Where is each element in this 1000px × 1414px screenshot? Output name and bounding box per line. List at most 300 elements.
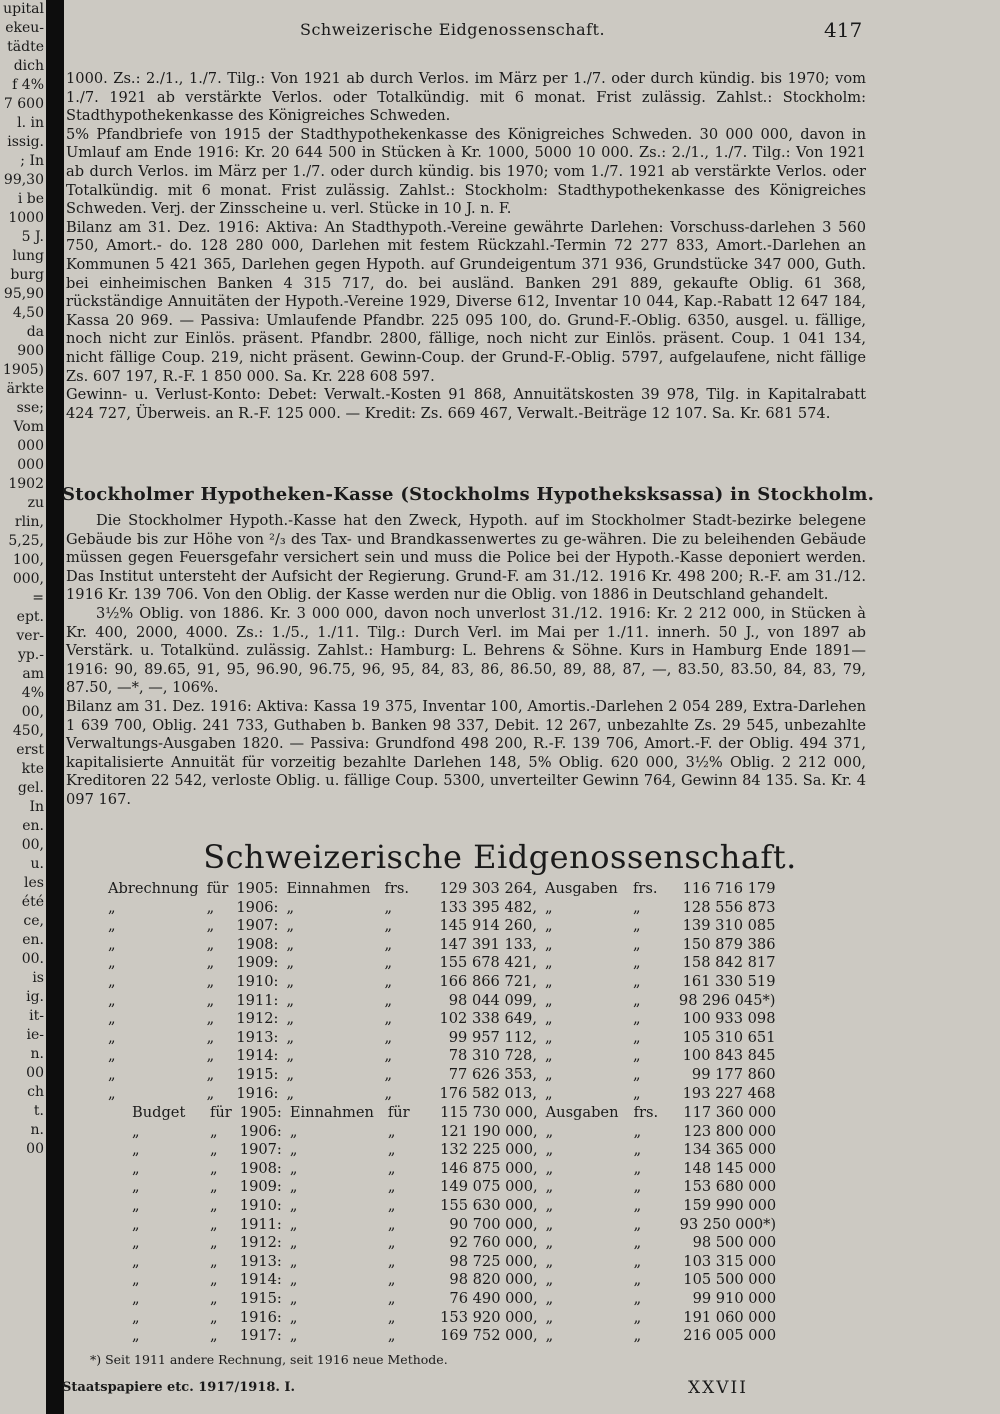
table-cell-ausval: 139 310 085 bbox=[682, 917, 776, 935]
paragraph: 5% Pfandbriefe von 1915 der Stadthypothekenkasse des Königreiches Schweden. 30 000 000, davon in Umlauf am Ende 1916: Kr. 20 644 500 in Stücken à Kr. 1000, 5000 10 000. Zs.: 2./1., 1./7. Tilg.: Von 1921 ab durch Verlos. im März per 1./7. oder durch kündig. bis 1970; vom 1./7. 1921 ab verstärkte Verlos. oder Totalkündig. mit 6 monat. Frist zulässig. Zahlst.: Stockholm: Stadthypothekenkasse des Königreiches Schweden. Verj. der Zinsscheine u. verl. Stücke in 10 J. n. F. bbox=[66, 125, 866, 218]
table-cell-einval: 92 760 000, bbox=[449, 1234, 538, 1252]
table-cell-ein: „ bbox=[286, 917, 295, 935]
table-row bbox=[104, 1047, 779, 1066]
bleed-line: ie- bbox=[26, 1027, 44, 1043]
table-cell-fuer: „ bbox=[210, 1215, 218, 1233]
table-cell-einval: 76 490 000, bbox=[449, 1289, 538, 1307]
bleed-line: 1902 bbox=[8, 476, 44, 492]
bleed-line: 000 bbox=[17, 457, 44, 473]
bleed-line: ; In bbox=[20, 153, 44, 169]
table-cell-fuer: „ bbox=[206, 991, 215, 1009]
table-cell-aus: „ bbox=[545, 1141, 554, 1159]
table-cell-cur: „ bbox=[384, 935, 393, 953]
table-cell-einval: 155 630 000, bbox=[440, 1196, 538, 1214]
paragraph: Bilanz am 31. Dez. 1916: Aktiva: Kassa 19 375, Inventar 100, Amortis.-Darlehen 2 054 289, Extra-Darlehen 1 639 700, Oblig. 241 733, Guthaben b. Banken 98 337, Debit. 12 267, unbezahlte Zs. 29 545, unbezahlte Verwaltungs-Ausgaben 1820. — Passiva: Grundfond 498 200, R.-F. 139 706, Amort.-F. der Oblig. 494 371, kapitalisierte Annuität für vorzeitig bezahlte Darlehen 148, 5% Oblig. 620 000, 3½% Oblig. 2 212 000, Kreditoren 22 542, verloste Oblig. u. fällige Coup. 5300, unverteilter Gewinn 764, Gewinn 84 135. Sa. Kr. 4 097 167. bbox=[66, 697, 866, 808]
table-cell-cur: „ bbox=[384, 1047, 393, 1065]
bleed-line: dich bbox=[13, 58, 44, 74]
table-cell-fuer: „ bbox=[210, 1289, 218, 1307]
table-cell-cur: „ bbox=[384, 954, 393, 972]
table-cell-cur: „ bbox=[387, 1252, 396, 1270]
table-cell-ausval: 103 315 000 bbox=[683, 1252, 777, 1270]
table-cell-year: 1913: bbox=[239, 1252, 282, 1270]
bleed-line: lung bbox=[12, 248, 44, 264]
table-row bbox=[104, 992, 779, 1011]
main-title: Schweizerische Eidgenossenschaft. bbox=[203, 838, 797, 876]
table-cell-ein: „ bbox=[286, 935, 295, 953]
table-cell-year: 1916: bbox=[236, 1084, 279, 1102]
table-cell-year: 1915: bbox=[236, 1065, 279, 1083]
table-cell-ein: „ bbox=[289, 1308, 298, 1326]
bleed-line: erst bbox=[16, 742, 44, 758]
table-cell-label: „ bbox=[108, 991, 116, 1009]
table-cell-fuer: für bbox=[206, 880, 229, 897]
table-cell-fuer: „ bbox=[210, 1234, 218, 1252]
table-cell-einval: 98 044 099, bbox=[448, 991, 537, 1009]
bleed-line: da bbox=[26, 324, 44, 340]
table-cell-einval: 99 957 112, bbox=[448, 1028, 537, 1046]
bleed-line: ept. bbox=[16, 609, 44, 625]
table-row bbox=[104, 880, 779, 899]
table-row bbox=[128, 1104, 780, 1123]
table-cell-year: 1906: bbox=[236, 898, 279, 916]
abrechnung-table bbox=[104, 880, 779, 1103]
table-cell-label: Abrechnung bbox=[108, 880, 199, 897]
paragraph: 1000. Zs.: 2./1., 1./7. Tilg.: Von 1921 ab durch Verlos. im März per 1./7. oder durch kündig. bis 1970; vom 1./7. 1921 ab verstärkte Verlos. oder Totalkündig. mit 6 monat. Frist zulässig. Zahlst.: Stockholm: Stadthypothekenkasse des Königreiches Schweden. bbox=[66, 70, 866, 125]
table-cell-ausval: 123 800 000 bbox=[683, 1122, 777, 1140]
table-cell-label: „ bbox=[108, 1084, 116, 1102]
table-row bbox=[128, 1216, 780, 1235]
bleed-line: 1905) bbox=[2, 362, 44, 378]
bleed-line: i be bbox=[17, 191, 44, 207]
table-row bbox=[128, 1309, 780, 1328]
page-number: 417 bbox=[824, 18, 863, 42]
table-cell-label: „ bbox=[108, 972, 116, 990]
table-cell-year: 1912: bbox=[236, 1010, 279, 1028]
bleed-line: été bbox=[21, 894, 44, 910]
table-cell-einval: 145 914 260, bbox=[439, 917, 537, 935]
bleed-line: ärkte bbox=[6, 381, 44, 397]
table-row bbox=[128, 1234, 780, 1253]
stockholm-text-block bbox=[66, 512, 866, 810]
table-cell-year: 1905: bbox=[239, 1104, 282, 1121]
table-cell-ein: „ bbox=[286, 972, 295, 990]
paragraph: Bilanz am 31. Dez. 1916: Aktiva: An Stadthypoth.-Vereine gewährte Darlehen: Vorschuss-darlehen 3 560 750, Amort.- do. 128 280 000, Darlehen mit festem Rückzahl.-Termin 72 277 833, Amort.-Darlehen an Kommunen 5 421 365, Darlehen gegen Hypoth. auf Grundeigentum 371 936, Grundstücke 347 000, Guth. bei einheimischen Banken 4 315 717, do. bei ausländ. Banken 291 889, gekaufte Oblig. 61 368, rückständige Annuitäten der Hypoth.-Vereine 1929, Diverse 612, Inventar 10 044, Kap.-Rabatt 12 647 184, Kassa 20 969. — Passiva: Umlaufende Pfandbr. 225 095 100, do. Grund-F.-Oblig. 6350, ausgel. u. fällige, noch nicht zur Einlös. präsent. Pfandbr. 2800, fällige, noch nicht zur Einlös. präsent. Coup. 1 041 134, nicht fällige Coup. 219, nicht präsent. Gewinn-Coup. der Grund-F.-Oblig. 5797, aufgelaufene, nicht fällige Zs. 607 197, R.-F. 1 850 000. Sa. Kr. 228 608 597. bbox=[66, 218, 866, 385]
bleed-line: yp.- bbox=[17, 647, 44, 663]
bleed-line: 4,50 bbox=[12, 305, 44, 321]
table-cell-einval: 146 875 000, bbox=[440, 1159, 538, 1177]
table-cell-label: „ bbox=[132, 1196, 140, 1214]
table-row bbox=[128, 1160, 780, 1179]
table-cell-year: 1907: bbox=[236, 917, 279, 935]
table-cell-aus: „ bbox=[545, 1215, 554, 1233]
table-cell-ausval: 93 250 000*) bbox=[679, 1215, 777, 1233]
table-cell-cur2: „ bbox=[632, 1028, 641, 1046]
table-cell-ausval: 99 910 000 bbox=[692, 1289, 777, 1307]
bleed-line: is bbox=[32, 970, 44, 986]
bleed-line: In bbox=[29, 799, 44, 815]
table-cell-fuer: „ bbox=[210, 1196, 218, 1214]
table-cell-ausval: 158 842 817 bbox=[682, 954, 776, 972]
table-cell-year: 1910: bbox=[236, 972, 279, 990]
table-cell-aus: „ bbox=[544, 1010, 553, 1028]
bleed-line: Vom bbox=[13, 419, 44, 435]
table-cell-ein: Einnahmen bbox=[286, 880, 371, 897]
bleed-line: rlin, bbox=[14, 514, 44, 530]
table-cell-cur2: „ bbox=[632, 1047, 641, 1065]
table-cell-fuer: „ bbox=[206, 1065, 215, 1083]
budget-table bbox=[128, 1104, 780, 1346]
table-cell-fuer: „ bbox=[206, 935, 215, 953]
table-cell-cur2: „ bbox=[632, 898, 641, 916]
bleed-line: 5 J. bbox=[21, 229, 44, 245]
table-cell-cur2: „ bbox=[632, 935, 641, 953]
table-cell-ausval: 128 556 873 bbox=[682, 898, 776, 916]
table-row bbox=[128, 1253, 780, 1272]
table-cell-fuer: „ bbox=[210, 1178, 218, 1196]
table-cell-ein: „ bbox=[289, 1289, 298, 1307]
table-cell-ein: „ bbox=[289, 1122, 298, 1140]
bleed-line: 000 bbox=[17, 438, 44, 454]
table-cell-fuer: für bbox=[210, 1104, 232, 1121]
bleed-line: n. bbox=[30, 1122, 44, 1138]
table-cell-label: „ bbox=[108, 1047, 116, 1065]
table-cell-aus: „ bbox=[545, 1252, 554, 1270]
bleed-line: gel. bbox=[17, 780, 44, 796]
table-cell-einval: 153 920 000, bbox=[440, 1308, 538, 1326]
table-cell-aus: „ bbox=[545, 1271, 554, 1289]
bleed-line: u. bbox=[30, 856, 44, 872]
table-cell-aus: „ bbox=[545, 1234, 554, 1252]
table-cell-label: „ bbox=[108, 917, 116, 935]
table-cell-cur2: „ bbox=[632, 1084, 641, 1102]
table-cell-ein: „ bbox=[289, 1141, 298, 1159]
table-cell-cur2: „ bbox=[632, 1065, 641, 1083]
table-cell-ein: „ bbox=[286, 1065, 295, 1083]
table-cell-aus: Ausgaben bbox=[544, 880, 618, 897]
table-cell-einval: 129 303 264, bbox=[439, 880, 537, 897]
table-cell-label: „ bbox=[132, 1252, 140, 1270]
table-cell-einval: 176 582 013, bbox=[439, 1084, 537, 1102]
table-cell-ausval: 116 716 179 bbox=[682, 880, 776, 897]
bleed-line: 00, bbox=[21, 704, 44, 720]
bleed-line: 00 bbox=[26, 1065, 44, 1081]
table-cell-fuer: „ bbox=[206, 1028, 215, 1046]
table-cell-aus: „ bbox=[544, 898, 553, 916]
table-cell-einval: 121 190 000, bbox=[440, 1122, 538, 1140]
table-cell-cur: „ bbox=[387, 1289, 396, 1307]
table-cell-einval: 98 725 000, bbox=[449, 1252, 538, 1270]
table-cell-ein: „ bbox=[286, 954, 295, 972]
table-cell-cur2: „ bbox=[632, 991, 641, 1009]
table-row bbox=[128, 1271, 780, 1290]
bleed-line: 7 600 bbox=[3, 96, 44, 112]
running-head: Schweizerische Eidgenossenschaft. bbox=[300, 20, 606, 39]
table-cell-label: „ bbox=[132, 1122, 140, 1140]
table-cell-aus: „ bbox=[545, 1178, 554, 1196]
table-cell-fuer: „ bbox=[206, 1084, 215, 1102]
table-cell-year: 1905: bbox=[236, 880, 279, 897]
table-cell-cur2: „ bbox=[633, 1159, 642, 1177]
bleed-line: it- bbox=[29, 1008, 44, 1024]
table-cell-label: „ bbox=[108, 1028, 116, 1046]
table-cell-cur: „ bbox=[384, 917, 393, 935]
table-cell-ein: „ bbox=[289, 1234, 298, 1252]
page-binding-shadow bbox=[46, 0, 64, 1414]
bleed-line: 900 bbox=[17, 343, 44, 359]
table-cell-year: 1914: bbox=[239, 1271, 282, 1289]
table-cell-aus: „ bbox=[544, 1084, 553, 1102]
table-cell-einval: 90 700 000, bbox=[449, 1215, 538, 1233]
table-cell-cur: „ bbox=[387, 1159, 396, 1177]
table-cell-cur: „ bbox=[387, 1196, 396, 1214]
table-cell-cur2: „ bbox=[632, 1010, 641, 1028]
table-cell-ein: Einnahmen bbox=[289, 1104, 374, 1121]
table-cell-year: 1909: bbox=[239, 1178, 282, 1196]
table-cell-ausval: 105 310 651 bbox=[682, 1028, 776, 1046]
table-cell-cur: „ bbox=[387, 1122, 396, 1140]
table-cell-cur2: „ bbox=[633, 1289, 642, 1307]
table-cell-einval: 78 310 728, bbox=[448, 1047, 537, 1065]
table-cell-label: „ bbox=[132, 1178, 140, 1196]
table-cell-einval: 166 866 721, bbox=[439, 972, 537, 990]
table-cell-year: 1911: bbox=[236, 991, 279, 1009]
bleed-line: 100, bbox=[12, 552, 44, 568]
table-cell-fuer: „ bbox=[210, 1271, 218, 1289]
bleed-line: kte bbox=[21, 761, 44, 777]
table-cell-einval: 98 820 000, bbox=[449, 1271, 538, 1289]
abrechnung-table-wrap bbox=[104, 880, 779, 1103]
table-cell-ausval: 105 500 000 bbox=[683, 1271, 777, 1289]
bleed-line: sse; bbox=[16, 400, 44, 416]
bleed-line: l. in bbox=[17, 115, 44, 131]
table-cell-label: „ bbox=[132, 1308, 140, 1326]
table-cell-aus: „ bbox=[545, 1308, 554, 1326]
table-cell-ausval: 159 990 000 bbox=[683, 1196, 777, 1214]
table-cell-ein: „ bbox=[286, 1047, 295, 1065]
table-cell-ausval: 98 500 000 bbox=[692, 1234, 777, 1252]
table-cell-ein: „ bbox=[286, 898, 295, 916]
table-cell-cur2: „ bbox=[633, 1252, 642, 1270]
table-cell-aus: „ bbox=[544, 917, 553, 935]
table-cell-label: „ bbox=[132, 1289, 140, 1307]
section-title: Stockholmer Hypotheken-Kasse (Stockholms Hypotheksksassa) in Stockholm. bbox=[62, 484, 875, 505]
table-cell-fuer: „ bbox=[210, 1308, 218, 1326]
table-cell-einval: 169 752 000, bbox=[440, 1327, 538, 1345]
table-cell-einval: 133 395 482, bbox=[439, 898, 537, 916]
table-cell-ausval: 150 879 386 bbox=[682, 935, 776, 953]
table-cell-aus: „ bbox=[545, 1289, 554, 1307]
table-cell-label: „ bbox=[132, 1159, 140, 1177]
table-cell-label: „ bbox=[108, 1010, 116, 1028]
bleed-line: 00 bbox=[26, 1141, 44, 1157]
table-cell-ein: „ bbox=[286, 1028, 295, 1046]
bleed-line: 99,30 bbox=[3, 172, 44, 188]
table-cell-cur2: „ bbox=[633, 1122, 642, 1140]
table-cell-ausval: 193 227 468 bbox=[682, 1084, 776, 1102]
bleed-line: 000, bbox=[12, 571, 44, 587]
bleed-line: 5,25, bbox=[8, 533, 44, 549]
table-row bbox=[104, 1010, 779, 1029]
table-cell-cur: „ bbox=[384, 898, 393, 916]
bleed-line: 95,90 bbox=[3, 286, 44, 302]
table-row bbox=[104, 917, 779, 936]
table-cell-year: 1908: bbox=[239, 1159, 282, 1177]
bleed-line: ce, bbox=[23, 913, 44, 929]
table-cell-ausval: 99 177 860 bbox=[691, 1065, 776, 1083]
table-cell-cur2: „ bbox=[633, 1215, 642, 1233]
table-row bbox=[104, 1085, 779, 1104]
table-cell-year: 1912: bbox=[239, 1234, 282, 1252]
table-cell-label: „ bbox=[132, 1271, 140, 1289]
table-cell-cur: für bbox=[387, 1104, 410, 1121]
table-cell-cur: „ bbox=[387, 1308, 396, 1326]
table-cell-fuer: „ bbox=[206, 972, 215, 990]
table-cell-ein: „ bbox=[286, 1010, 295, 1028]
table-row bbox=[104, 954, 779, 973]
table-cell-cur2: frs. bbox=[632, 880, 658, 897]
table-cell-ausval: 216 005 000 bbox=[683, 1327, 777, 1345]
bleed-line: 4% bbox=[21, 685, 44, 701]
table-cell-einval: 147 391 133, bbox=[439, 935, 537, 953]
table-cell-cur: „ bbox=[384, 1084, 393, 1102]
table-cell-aus: „ bbox=[545, 1159, 554, 1177]
table-cell-label: Budget bbox=[132, 1104, 186, 1121]
table-cell-ein: „ bbox=[289, 1178, 298, 1196]
table-cell-einval: 132 225 000, bbox=[440, 1141, 538, 1159]
table-cell-aus: „ bbox=[545, 1122, 554, 1140]
table-cell-einval: 155 678 421, bbox=[439, 954, 537, 972]
table-cell-cur2: „ bbox=[633, 1178, 642, 1196]
bleed-line: les bbox=[24, 875, 44, 891]
table-cell-einval: 102 338 649, bbox=[439, 1010, 537, 1028]
table-cell-aus: „ bbox=[544, 1047, 553, 1065]
table-cell-cur: „ bbox=[384, 991, 393, 1009]
bleed-line: burg bbox=[10, 267, 44, 283]
table-cell-cur2: „ bbox=[633, 1234, 642, 1252]
table-cell-fuer: „ bbox=[210, 1159, 218, 1177]
table-cell-aus: „ bbox=[544, 972, 553, 990]
table-cell-cur2: „ bbox=[633, 1308, 642, 1326]
table-cell-label: „ bbox=[132, 1215, 140, 1233]
table-cell-ein: „ bbox=[289, 1271, 298, 1289]
table-cell-aus: „ bbox=[544, 1065, 553, 1083]
table-cell-cur: „ bbox=[387, 1215, 396, 1233]
footnote: *) Seit 1911 andere Rechnung, seit 1916 neue Methode. bbox=[90, 1352, 448, 1367]
table-row bbox=[128, 1327, 780, 1346]
table-cell-year: 1908: bbox=[236, 935, 279, 953]
table-cell-label: „ bbox=[132, 1327, 140, 1345]
table-cell-year: 1915: bbox=[239, 1289, 282, 1307]
table-row bbox=[128, 1123, 780, 1142]
table-cell-fuer: „ bbox=[206, 898, 215, 916]
table-cell-ein: „ bbox=[289, 1215, 298, 1233]
footer-left: Staatspapiere etc. 1917/1918. I. bbox=[62, 1380, 296, 1395]
table-cell-aus: „ bbox=[544, 991, 553, 1009]
bleed-line: ekeu- bbox=[5, 20, 44, 36]
table-cell-year: 1913: bbox=[236, 1028, 279, 1046]
table-cell-fuer: „ bbox=[206, 1010, 215, 1028]
bleed-line: 450, bbox=[12, 723, 44, 739]
table-cell-ausval: 134 365 000 bbox=[683, 1141, 777, 1159]
table-row bbox=[104, 1029, 779, 1048]
table-cell-cur: frs. bbox=[384, 880, 409, 897]
table-cell-year: 1909: bbox=[236, 954, 279, 972]
table-cell-cur2: „ bbox=[632, 917, 641, 935]
table-cell-year: 1906: bbox=[239, 1122, 282, 1140]
table-cell-label: „ bbox=[132, 1141, 140, 1159]
bleed-line: tädte bbox=[7, 39, 44, 55]
table-cell-einval: 149 075 000, bbox=[440, 1178, 538, 1196]
bleed-line: = bbox=[32, 590, 44, 606]
top-text-block bbox=[66, 70, 866, 423]
table-cell-ausval: 153 680 000 bbox=[683, 1178, 777, 1196]
table-cell-einval: 77 626 353, bbox=[448, 1065, 537, 1083]
table-cell-fuer: „ bbox=[210, 1122, 218, 1140]
bleed-line: 00, bbox=[21, 837, 44, 853]
table-cell-year: 1916: bbox=[239, 1308, 282, 1326]
table-cell-cur: „ bbox=[387, 1327, 396, 1345]
table-cell-aus: „ bbox=[544, 954, 553, 972]
table-cell-cur2: „ bbox=[633, 1271, 642, 1289]
bleed-line: f 4% bbox=[12, 77, 44, 93]
table-row bbox=[128, 1141, 780, 1160]
bleed-line: zu bbox=[27, 495, 44, 511]
table-cell-ausval: 161 330 519 bbox=[682, 972, 776, 990]
table-cell-aus: Ausgaben bbox=[545, 1104, 619, 1121]
table-row bbox=[128, 1290, 780, 1309]
table-cell-cur: „ bbox=[384, 972, 393, 990]
table-cell-cur2: „ bbox=[633, 1196, 642, 1214]
table-row bbox=[128, 1178, 780, 1197]
paragraph: Die Stockholmer Hypoth.-Kasse hat den Zweck, Hypoth. auf im Stockholmer Stadt-bezirke belegene Gebäude bis zur Höhe von ²/₃ des Tax- und Brandkassenwertes zu ge-währen. Die zu beleihenden Gebäude müssen gegen Feuersgefahr versichert sein und muss die Police bei der Hypoth.-Kasse deponiert werden. Das Institut untersteht der Aufsicht der Regierung. Grund-F. am 31./12. 1916 Kr. 498 200; R.-F. am 31./12. 1916 Kr. 139 706. Von den Oblig. der Kasse werden nur die Oblig. von 1886 in Deutschland gehandelt. bbox=[66, 512, 866, 604]
table-cell-ausval: 117 360 000 bbox=[683, 1104, 777, 1121]
table-cell-label: „ bbox=[132, 1234, 140, 1252]
bleed-line: upital bbox=[3, 1, 44, 17]
table-cell-year: 1910: bbox=[239, 1196, 282, 1214]
budget-table-wrap bbox=[128, 1104, 780, 1346]
table-cell-fuer: „ bbox=[210, 1327, 218, 1345]
bleed-line: en. bbox=[22, 818, 44, 834]
table-cell-ausval: 100 933 098 bbox=[682, 1010, 776, 1028]
table-cell-aus: „ bbox=[545, 1196, 554, 1214]
table-cell-einval: 115 730 000, bbox=[440, 1104, 538, 1121]
bleed-line: en. bbox=[22, 932, 44, 948]
table-cell-cur2: „ bbox=[633, 1141, 642, 1159]
bleed-line: issig. bbox=[7, 134, 44, 150]
bleed-line: 1000 bbox=[8, 210, 44, 226]
table-cell-cur: „ bbox=[387, 1271, 396, 1289]
table-cell-cur: „ bbox=[387, 1141, 396, 1159]
table-cell-aus: „ bbox=[544, 935, 553, 953]
table-cell-ein: „ bbox=[286, 1084, 295, 1102]
table-cell-label: „ bbox=[108, 1065, 116, 1083]
table-cell-aus: „ bbox=[545, 1327, 554, 1345]
bleed-line: 00. bbox=[21, 951, 44, 967]
table-cell-ein: „ bbox=[289, 1196, 298, 1214]
table-cell-year: 1907: bbox=[239, 1141, 282, 1159]
paragraph: Gewinn- u. Verlust-Konto: Debet: Verwalt.-Kosten 91 868, Annuitätskosten 39 978, Tilg. in Kapitalrabatt 424 727, Überweis. an R.-F. 125 000. — Kredit: Zs. 669 467, Verwalt.-Beiträge 12 107. Sa. Kr. 681 574. bbox=[66, 386, 866, 422]
bleed-line: ch bbox=[27, 1084, 44, 1100]
table-row bbox=[104, 936, 779, 955]
bleed-line: n. bbox=[30, 1046, 44, 1062]
table-cell-cur: „ bbox=[384, 1028, 393, 1046]
table-cell-fuer: „ bbox=[206, 1047, 215, 1065]
table-cell-cur2: frs. bbox=[633, 1104, 659, 1121]
bleed-line: ig. bbox=[26, 989, 44, 1005]
table-cell-fuer: „ bbox=[206, 917, 215, 935]
table-cell-ausval: 191 060 000 bbox=[683, 1308, 777, 1326]
table-row bbox=[128, 1197, 780, 1216]
